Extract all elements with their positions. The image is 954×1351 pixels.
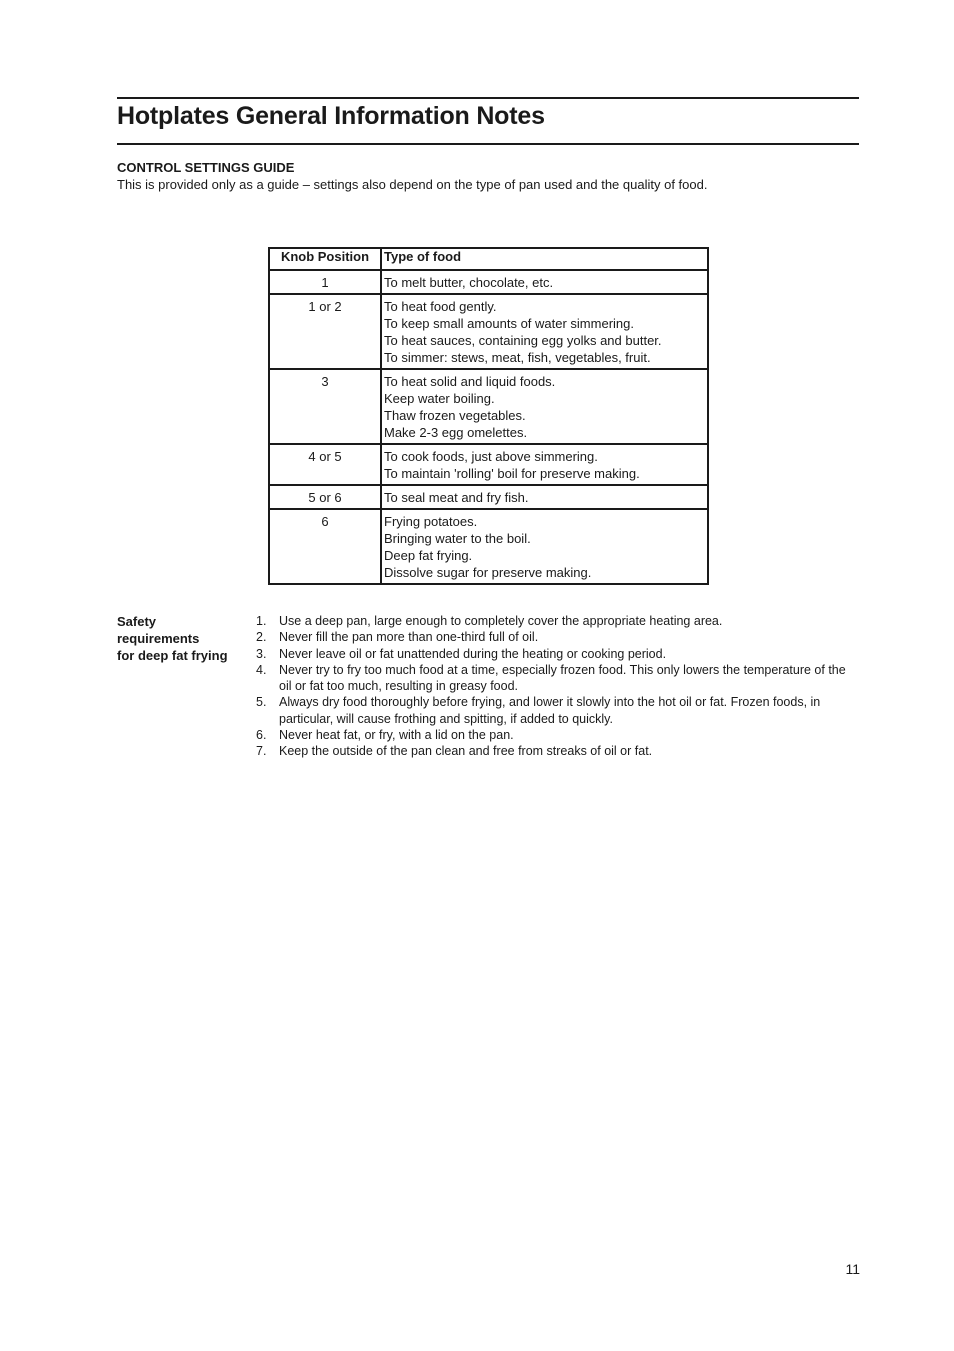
table-row	[269, 294, 708, 369]
knob-position-cell	[269, 270, 381, 294]
list-item-number: 6.	[256, 728, 267, 743]
food-description-line: To heat sauces, containing egg yolks and butter.	[384, 333, 662, 348]
table-row	[269, 270, 708, 294]
food-description-line: Make 2-3 egg omelettes.	[384, 425, 528, 440]
knob-position-value: 1 or 2	[308, 299, 342, 314]
list-item-number: 7.	[256, 744, 267, 759]
knob-position-cell	[269, 369, 381, 444]
safety-heading-line: Safety	[117, 614, 157, 629]
table-row	[269, 485, 708, 509]
control-settings-intro: This is provided only as a guide – settings also depend on the type of pan used and the quality of food.	[117, 177, 708, 192]
list-item-number: 5.	[256, 695, 267, 710]
knob-position-cell	[269, 485, 381, 509]
list-item-text: Always dry food thoroughly before frying, and lower it slowly into the hot oil or fat. Frozen foods, in particular, will cause frothing and spitting, if added to quickly.	[279, 695, 821, 726]
list-item-number: 3.	[256, 646, 267, 661]
food-description-line: To simmer: stews, meat, fish, vegetables, fruit.	[384, 350, 651, 365]
title-bottom-rule	[117, 143, 859, 145]
list-item	[256, 727, 861, 743]
control-settings-table	[268, 247, 709, 585]
food-description-line: Frying potatoes.	[384, 514, 478, 529]
food-description-line: To seal meat and fry fish.	[384, 490, 529, 505]
type-of-food-cell	[381, 270, 708, 294]
control-settings-heading: CONTROL SETTINGS GUIDE	[117, 160, 295, 175]
knob-position-cell	[269, 509, 381, 584]
type-of-food-cell	[381, 509, 708, 584]
food-description-line: To cook foods, just above simmering.	[384, 449, 598, 464]
list-item	[256, 694, 861, 727]
knob-position-value: 4 or 5	[308, 449, 342, 464]
table-row	[269, 369, 708, 444]
safety-heading	[117, 613, 252, 664]
list-item-number: 2.	[256, 630, 267, 645]
list-item-number: 4.	[256, 662, 267, 677]
list-item-number: 1.	[256, 614, 267, 628]
type-of-food-cell	[381, 444, 708, 485]
food-description-line: To heat solid and liquid foods.	[384, 374, 556, 389]
title-top-rule	[117, 97, 859, 99]
knob-position-cell	[269, 294, 381, 369]
type-of-food-cell	[381, 294, 708, 369]
table-header-row	[269, 248, 708, 270]
type-of-food-cell	[381, 369, 708, 444]
page-title: Hotplates General Information Notes	[117, 102, 545, 130]
knob-position-header: Knob Position	[269, 248, 381, 270]
list-item	[256, 743, 861, 759]
food-description-line: To heat food gently.	[384, 299, 497, 314]
safety-heading-line: for deep fat frying	[117, 648, 228, 663]
food-description-line: To maintain 'rolling' boil for preserve making.	[384, 466, 640, 481]
knob-position-cell	[269, 444, 381, 485]
knob-position-value: 5 or 6	[308, 490, 342, 505]
food-description-line: To keep small amounts of water simmering.	[384, 316, 634, 331]
safety-list	[256, 613, 861, 760]
food-description-line: Thaw frozen vegetables.	[384, 408, 526, 423]
list-item-text: Never leave oil or fat unattended during the heating or cooking period.	[279, 646, 667, 661]
knob-position-value: 6	[321, 514, 329, 529]
page-number: 11	[845, 1261, 860, 1277]
food-description-line: Dissolve sugar for preserve making.	[384, 565, 592, 580]
list-item	[256, 613, 861, 629]
list-item-text: Keep the outside of the pan clean and free from streaks of oil or fat.	[279, 744, 653, 759]
food-description-line: To melt butter, chocolate, etc.	[384, 275, 554, 290]
list-item	[256, 629, 861, 645]
safety-heading-line: requirements	[117, 631, 200, 646]
list-item	[256, 662, 861, 695]
table-body	[269, 270, 708, 584]
list-item-text: Use a deep pan, large enough to completely cover the appropriate heating area.	[279, 614, 723, 628]
food-description-line: Keep water boiling.	[384, 391, 495, 406]
food-description-line: Bringing water to the boil.	[384, 531, 531, 546]
type-of-food-cell	[381, 485, 708, 509]
table-row	[269, 509, 708, 584]
table-row	[269, 444, 708, 485]
list-item-text: Never heat fat, or fry, with a lid on the pan.	[279, 728, 514, 743]
type-of-food-header: Type of food	[381, 248, 708, 270]
list-item-text: Never try to fry too much food at a time, especially frozen food. This only lowers the temperature of the oil or fat too much, resulting in greasy food.	[279, 662, 846, 694]
list-item-text: Never fill the pan more than one-third full of oil.	[279, 630, 539, 645]
list-item	[256, 646, 861, 662]
food-description-line: Deep fat frying.	[384, 548, 473, 563]
knob-position-value: 1	[321, 275, 329, 290]
knob-position-value: 3	[321, 374, 329, 389]
